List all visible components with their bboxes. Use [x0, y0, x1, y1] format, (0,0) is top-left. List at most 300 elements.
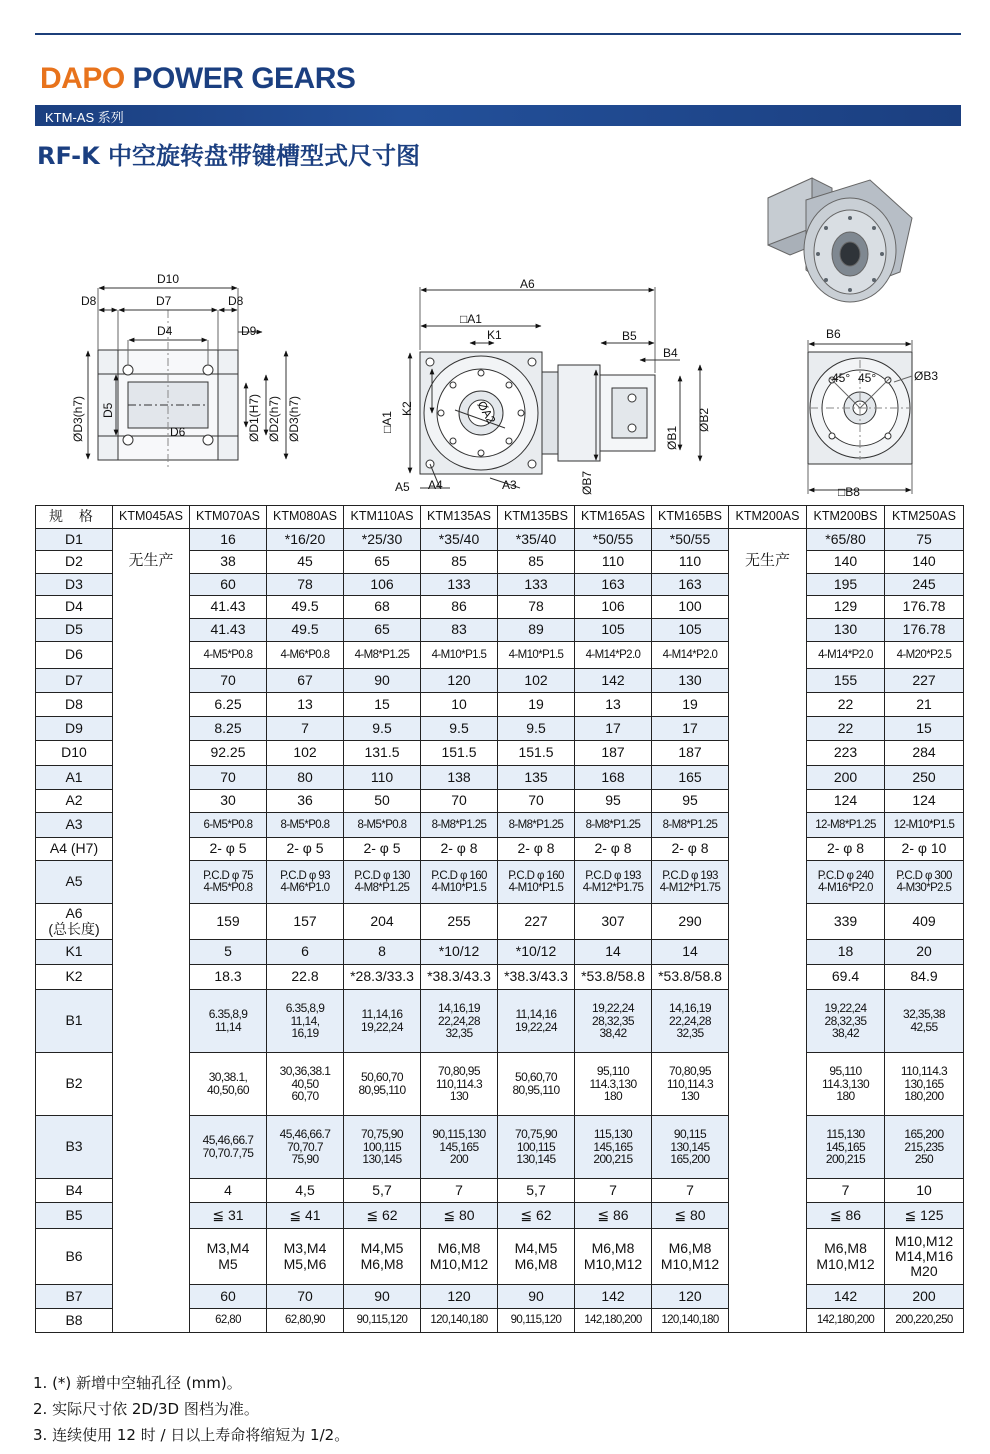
label-b2: ØB2 — [697, 407, 711, 432]
cell-line: 115,130 — [593, 1126, 633, 1141]
row-label: A2 — [36, 790, 113, 813]
table-cell: 14 — [652, 940, 729, 965]
table-cell: ≦ 80 — [421, 1203, 498, 1229]
table-cell: 284 — [885, 741, 964, 766]
table-cell: 95 — [575, 790, 652, 813]
table-cell: 135 — [498, 766, 575, 790]
table-cell — [807, 1229, 885, 1285]
cell-line: 19,22,24 — [592, 1000, 634, 1015]
table-cell — [652, 861, 729, 904]
table-cell: 95 — [652, 790, 729, 813]
row-label: B7 — [36, 1285, 113, 1309]
table-cell — [421, 861, 498, 904]
cell-line: 14,16,19 — [438, 1000, 480, 1015]
table-cell: 200 — [807, 766, 885, 790]
table-cell: 124 — [885, 790, 964, 813]
table-cell: 90 — [344, 669, 421, 693]
cell-line: 4-M12*P1.75 — [659, 882, 721, 894]
row-label: A3 — [36, 813, 113, 838]
table-cell: 92.25 — [190, 741, 267, 766]
table-cell: 18 — [807, 940, 885, 965]
table-cell: 7 — [421, 1179, 498, 1203]
row-label: B1 — [36, 990, 113, 1053]
cell-line: 28,32,35 — [592, 1013, 634, 1028]
table-cell: 30 — [190, 790, 267, 813]
table-cell: 2- φ 8 — [575, 838, 652, 861]
cell-line: P.C.D φ 75 — [203, 869, 253, 882]
table-cell: *53.8/58.8 — [652, 965, 729, 990]
table-cell: 245 — [885, 574, 964, 596]
label-d6: D6 — [170, 425, 186, 439]
cell-line: M6,M8 — [437, 1240, 481, 1257]
table-cell: 65 — [344, 551, 421, 574]
cell-line: 70,70.7,75 — [202, 1146, 254, 1160]
cell-line: 145,165 — [439, 1139, 479, 1154]
cell-line: 145,165 — [593, 1139, 633, 1154]
table-cell: ≦ 86 — [575, 1203, 652, 1229]
cell-line: 6.35,8,9 — [208, 1007, 248, 1022]
table-cell — [498, 1053, 575, 1116]
cell-line: 45,46,66.7 — [279, 1126, 331, 1141]
cell-line: M4,M5 — [360, 1240, 404, 1257]
label-angle-2: 45° — [858, 371, 877, 385]
table-cell: 5,7 — [344, 1179, 421, 1203]
table-cell: 2- φ 5 — [190, 838, 267, 861]
notes — [33, 1370, 349, 1448]
table-cell — [190, 1229, 267, 1285]
row-label: D1 — [36, 529, 113, 551]
cell-line: 32,35 — [676, 1026, 704, 1041]
cell-line: 6.35,8,9 — [285, 1000, 325, 1015]
table-cell: 70 — [190, 669, 267, 693]
table-cell: 84.9 — [885, 965, 964, 990]
table-cell: 86 — [421, 596, 498, 619]
table-cell: 8.25 — [190, 717, 267, 741]
row-label: B5 — [36, 1203, 113, 1229]
table-cell: *28.3/33.3 — [344, 965, 421, 990]
model-header: KTM070AS — [190, 506, 267, 529]
table-cell: 223 — [807, 741, 885, 766]
row-label: B2 — [36, 1053, 113, 1116]
table-cell: 142,180,200 — [575, 1309, 652, 1333]
table-cell: 2- φ 8 — [807, 838, 885, 861]
table-cell: 80 — [267, 766, 344, 790]
cell-line: 19,22,24 — [824, 1000, 867, 1015]
table-cell — [190, 1053, 267, 1116]
cell-line: 30,38.1, — [208, 1070, 248, 1085]
row-label: A4 (H7) — [36, 838, 113, 861]
table-cell: 8-M8*P1.25 — [421, 813, 498, 838]
cell-line: 45,46,66.7 — [202, 1133, 254, 1148]
cell-line: 22,24,28 — [669, 1013, 711, 1028]
table-cell: 124 — [807, 790, 885, 813]
table-cell: 15 — [885, 717, 964, 741]
row-label: B6 — [36, 1229, 113, 1285]
cell-line: M6,M8 — [360, 1255, 404, 1272]
cell-line: P.C.D φ 300 — [896, 869, 952, 882]
table-cell: 8-M8*P1.25 — [652, 813, 729, 838]
table-cell: 4,5 — [267, 1179, 344, 1203]
cell-line: M6,M8 — [591, 1240, 635, 1257]
table-cell: 200 — [885, 1285, 964, 1309]
table-cell: 187 — [575, 741, 652, 766]
table-cell: 120 — [421, 669, 498, 693]
cell-line: 19,22,24 — [515, 1020, 557, 1034]
table-cell: 90,115,120 — [498, 1309, 575, 1333]
table-cell: 60 — [190, 1285, 267, 1309]
table-cell: 90,115,120 — [344, 1309, 421, 1333]
cell-line: P.C.D φ 130 — [354, 869, 410, 882]
row-label: D9 — [36, 717, 113, 741]
cell-line: 250 — [914, 1152, 934, 1167]
table-cell: *50/55 — [652, 529, 729, 551]
table-cell — [807, 1116, 885, 1179]
table-cell: 21 — [885, 693, 964, 717]
table-cell: *50/55 — [575, 529, 652, 551]
brand-part1: DAPO — [40, 62, 125, 95]
label-d3h7-left: ØD3(h7) — [71, 395, 85, 442]
cell-line: 90,115,130 — [432, 1126, 486, 1141]
cell-line: M10,M12 — [660, 1255, 720, 1272]
table-cell: 62,80,90 — [267, 1309, 344, 1333]
drawing-canvas — [0, 160, 990, 505]
table-cell: 17 — [652, 717, 729, 741]
cell-line: 70,70.7 — [287, 1139, 323, 1154]
label-b3: ØB3 — [914, 369, 939, 383]
table-cell — [652, 990, 729, 1053]
table-cell: 176.78 — [885, 596, 964, 619]
table-cell: 65 — [344, 619, 421, 642]
row-label: B3 — [36, 1116, 113, 1179]
table-row — [36, 529, 964, 551]
cell-line: M6,M8 — [668, 1240, 712, 1257]
label-a1-top: □A1 — [460, 312, 482, 326]
cell-line: 95,110 — [829, 1063, 862, 1078]
cell-line: 16,19 — [291, 1026, 319, 1041]
table-cell: 41.43 — [190, 619, 267, 642]
row-label: K2 — [36, 965, 113, 990]
table-cell — [807, 1053, 885, 1116]
model-header: KTM165BS — [652, 506, 729, 529]
cell-line: P.C.D φ 193 — [585, 869, 641, 882]
table-cell — [575, 990, 652, 1053]
table-cell: 2- φ 8 — [498, 838, 575, 861]
table-cell: 22.8 — [267, 965, 344, 990]
cell-line: 145,165 — [825, 1139, 866, 1154]
table-cell — [421, 1229, 498, 1285]
table-cell: 20 — [885, 940, 964, 965]
cell-line: 19,22,24 — [361, 1020, 403, 1034]
cell-line: 215,235 — [904, 1139, 944, 1154]
table-cell: 250 — [885, 766, 964, 790]
table-cell: 18.3 — [190, 965, 267, 990]
table-cell: *25/30 — [344, 529, 421, 551]
note-3: 3. 连续使用 12 时 / 日以上寿命将缩短为 1/2。 — [33, 1426, 350, 1444]
table-cell: 100 — [652, 596, 729, 619]
table-cell: 70 — [498, 790, 575, 813]
label-d8-left: D8 — [81, 294, 97, 308]
label-d2h7: ØD2(h7) — [267, 395, 281, 442]
cell-line: 42,55 — [910, 1020, 938, 1034]
table-cell: 8-M5*P0.8 — [344, 813, 421, 838]
table-cell: ≦ 41 — [267, 1203, 344, 1229]
right-view — [808, 340, 912, 494]
cell-line: M4,M5 — [514, 1240, 558, 1257]
table-cell — [267, 990, 344, 1053]
table-body — [36, 529, 964, 1333]
cell-line: 100,115 — [362, 1139, 402, 1154]
cell-line: 114.3,130 — [821, 1076, 870, 1091]
table-cell: 105 — [575, 619, 652, 642]
label-d4: D4 — [157, 324, 173, 338]
cell-line: 200,215 — [825, 1152, 866, 1167]
table-cell: ≦ 80 — [652, 1203, 729, 1229]
table-cell: 2- φ 8 — [421, 838, 498, 861]
table-cell: ≦ 62 — [498, 1203, 575, 1229]
top-rule — [35, 33, 961, 35]
cell-line: 165,200 — [670, 1152, 710, 1167]
table-cell: *16/20 — [267, 529, 344, 551]
middle-view — [410, 287, 700, 488]
corner-label: 规 格 — [36, 506, 113, 529]
page-title: RF-K 中空旋转盘带键槽型式尺寸图 — [37, 142, 421, 170]
cell-line: 180 — [836, 1089, 855, 1104]
cell-line: 11,14 — [214, 1020, 242, 1034]
cell-line: 4-M6*P1.0 — [280, 882, 330, 894]
table-cell — [344, 1053, 421, 1116]
table-cell — [807, 861, 885, 904]
table-cell: 307 — [575, 904, 652, 940]
table-cell: *10/12 — [498, 940, 575, 965]
table-cell: 45 — [267, 551, 344, 574]
cell-line: M3,M4 — [206, 1240, 250, 1257]
table-cell: *53.8/58.8 — [575, 965, 652, 990]
table-cell: 10 — [885, 1179, 964, 1203]
row-label: D6 — [36, 642, 113, 669]
table-cell: 110 — [652, 551, 729, 574]
cell-line: 4-M10*P1.5 — [508, 882, 564, 894]
table-cell: 67 — [267, 669, 344, 693]
table-cell: 163 — [652, 574, 729, 596]
cell-line: 114.3,130 — [589, 1076, 637, 1091]
table-cell: 8 — [344, 940, 421, 965]
table-cell: 16 — [190, 529, 267, 551]
cell-line: M10,M12 — [583, 1255, 643, 1272]
label-b7: ØB7 — [580, 470, 594, 495]
table-cell: 7 — [267, 717, 344, 741]
table-cell: 4-M14*P2.0 — [575, 642, 652, 669]
table-cell: 5 — [190, 940, 267, 965]
table-cell: 204 — [344, 904, 421, 940]
row-label — [36, 904, 113, 940]
model-header: KTM045AS — [113, 506, 190, 529]
table-cell: 36 — [267, 790, 344, 813]
table-cell — [344, 1116, 421, 1179]
row-label: D10 — [36, 741, 113, 766]
table-cell — [267, 1229, 344, 1285]
row-label: D8 — [36, 693, 113, 717]
table-cell: 14 — [575, 940, 652, 965]
brand-logo — [40, 62, 355, 96]
table-cell: *35/40 — [421, 529, 498, 551]
table-cell: 4 — [190, 1179, 267, 1203]
cell-line: 22,24,28 — [438, 1013, 480, 1028]
brand-part2: POWER GEARS — [132, 62, 356, 95]
cell-line: 4-M8*P1.25 — [354, 882, 410, 894]
cell-line: 50,60,70 — [361, 1070, 403, 1085]
table-cell: 89 — [498, 619, 575, 642]
table-cell — [190, 990, 267, 1053]
cell-line: 30,36,38.1 — [279, 1063, 331, 1078]
cell-line: 165,200 — [904, 1126, 944, 1141]
cell-line: 32,35 — [445, 1026, 473, 1041]
cell-line: P.C.D φ 93 — [280, 869, 330, 882]
table-cell — [575, 1116, 652, 1179]
label-a5: A5 — [395, 480, 410, 494]
table-cell: 90 — [498, 1285, 575, 1309]
table-cell: 4-M6*P0.8 — [267, 642, 344, 669]
table-cell — [267, 861, 344, 904]
label-b5: B5 — [622, 329, 637, 343]
table-cell: 90 — [344, 1285, 421, 1309]
product-render — [768, 178, 912, 302]
table-cell — [190, 1116, 267, 1179]
cell-line: 70,80,95 — [669, 1063, 711, 1078]
table-cell — [885, 990, 964, 1053]
label-a3: A3 — [502, 478, 517, 492]
row-label: D3 — [36, 574, 113, 596]
cell-line: 130,145 — [670, 1139, 710, 1154]
table-cell — [885, 1229, 964, 1285]
table-cell — [807, 990, 885, 1053]
table-cell: 140 — [807, 551, 885, 574]
table-cell: 4-M10*P1.5 — [421, 642, 498, 669]
table-cell: 15 — [344, 693, 421, 717]
table-cell: 155 — [807, 669, 885, 693]
label-a6: A6 — [520, 277, 535, 291]
table-cell: *65/80 — [807, 529, 885, 551]
label-d8-right: D8 — [228, 294, 244, 308]
model-header: KTM200AS — [729, 506, 807, 529]
table-cell: 9.5 — [498, 717, 575, 741]
cell-line: M10,M12 — [816, 1255, 875, 1272]
table-cell: 78 — [267, 574, 344, 596]
table-cell — [344, 990, 421, 1053]
table-cell: 9.5 — [344, 717, 421, 741]
table-cell: 85 — [498, 551, 575, 574]
table-cell: 339 — [807, 904, 885, 940]
label-b4: B4 — [663, 346, 678, 360]
table-cell: 131.5 — [344, 741, 421, 766]
table-cell: 200,220,250 — [885, 1309, 964, 1333]
cell-line: 130,165 — [904, 1076, 944, 1091]
cell-line: 130,145 — [362, 1152, 402, 1167]
table-cell: 4-M14*P2.0 — [807, 642, 885, 669]
cell-line: 200 — [449, 1152, 469, 1167]
table-cell — [344, 861, 421, 904]
table-cell: 13 — [575, 693, 652, 717]
table-cell — [498, 1116, 575, 1179]
table-cell: 129 — [807, 596, 885, 619]
note-1: 1. (*) 新增中空轴孔径 (mm)。 — [33, 1374, 242, 1392]
table-cell: 110 — [344, 766, 421, 790]
table-cell: 12-M8*P1.25 — [807, 813, 885, 838]
row-label: K1 — [36, 940, 113, 965]
label-k2: K2 — [400, 401, 414, 416]
label-d10: D10 — [157, 272, 180, 286]
table-cell: 19 — [498, 693, 575, 717]
cell-line: 90,115 — [673, 1126, 707, 1141]
label-d9: D9 — [241, 324, 257, 338]
table-cell: 4-M8*P1.25 — [344, 642, 421, 669]
table-cell: 41.43 — [190, 596, 267, 619]
table-cell: 142 — [807, 1285, 885, 1309]
table-cell: 142 — [575, 1285, 652, 1309]
table-cell: 2- φ 5 — [267, 838, 344, 861]
table-cell: 102 — [498, 669, 575, 693]
cell-line: P.C.D φ 240 — [817, 869, 874, 882]
table-cell — [652, 1229, 729, 1285]
table-cell: 78 — [498, 596, 575, 619]
table-header-row — [36, 506, 964, 529]
label-a1-side: □A1 — [380, 411, 394, 433]
table-cell: 142 — [575, 669, 652, 693]
cell-line: P.C.D φ 160 — [431, 869, 487, 882]
not-produced-cell: 无生产 — [113, 529, 190, 1333]
label-d5: D5 — [101, 402, 115, 418]
table-cell: 6 — [267, 940, 344, 965]
cell-line: 95,110 — [596, 1063, 630, 1078]
model-header: KTM135AS — [421, 506, 498, 529]
table-cell — [498, 1229, 575, 1285]
table-cell: 290 — [652, 904, 729, 940]
table-cell: 227 — [885, 669, 964, 693]
table-cell: 62,80 — [190, 1309, 267, 1333]
row-label-line: (总长度) — [48, 920, 100, 937]
model-header: KTM080AS — [267, 506, 344, 529]
cell-line: M6,M8 — [514, 1255, 558, 1272]
table-cell: 22 — [807, 693, 885, 717]
table-cell: 68 — [344, 596, 421, 619]
table-cell — [421, 990, 498, 1053]
cell-line: 70,75,90 — [515, 1126, 557, 1141]
table-cell: 38 — [190, 551, 267, 574]
table-cell — [575, 1229, 652, 1285]
note-2: 2. 实际尺寸依 2D/3D 图档为准。 — [33, 1400, 259, 1418]
table-cell — [652, 1116, 729, 1179]
cell-line: 50,60,70 — [515, 1070, 557, 1085]
table-cell — [498, 990, 575, 1053]
cell-line: P.C.D φ 160 — [508, 869, 564, 882]
dimension-drawings — [0, 160, 990, 505]
cell-line: 14,16,19 — [669, 1000, 711, 1015]
table-cell: ≦ 62 — [344, 1203, 421, 1229]
cell-line: 38,42 — [831, 1026, 860, 1041]
table-cell: 130 — [807, 619, 885, 642]
table-cell — [267, 1116, 344, 1179]
table-cell: 19 — [652, 693, 729, 717]
table-cell: 13 — [267, 693, 344, 717]
table-cell: 22 — [807, 717, 885, 741]
table-cell: 6-M5*P0.8 — [190, 813, 267, 838]
cell-line: M6,M8 — [824, 1240, 867, 1257]
table-cell: 168 — [575, 766, 652, 790]
cell-line: 110,114.3 — [435, 1076, 483, 1091]
cell-line: M5,M6 — [283, 1255, 327, 1272]
cell-line: M14,M16 — [894, 1247, 954, 1264]
table-cell: 142,180,200 — [807, 1309, 885, 1333]
cell-line: 11,14,16 — [515, 1007, 557, 1022]
